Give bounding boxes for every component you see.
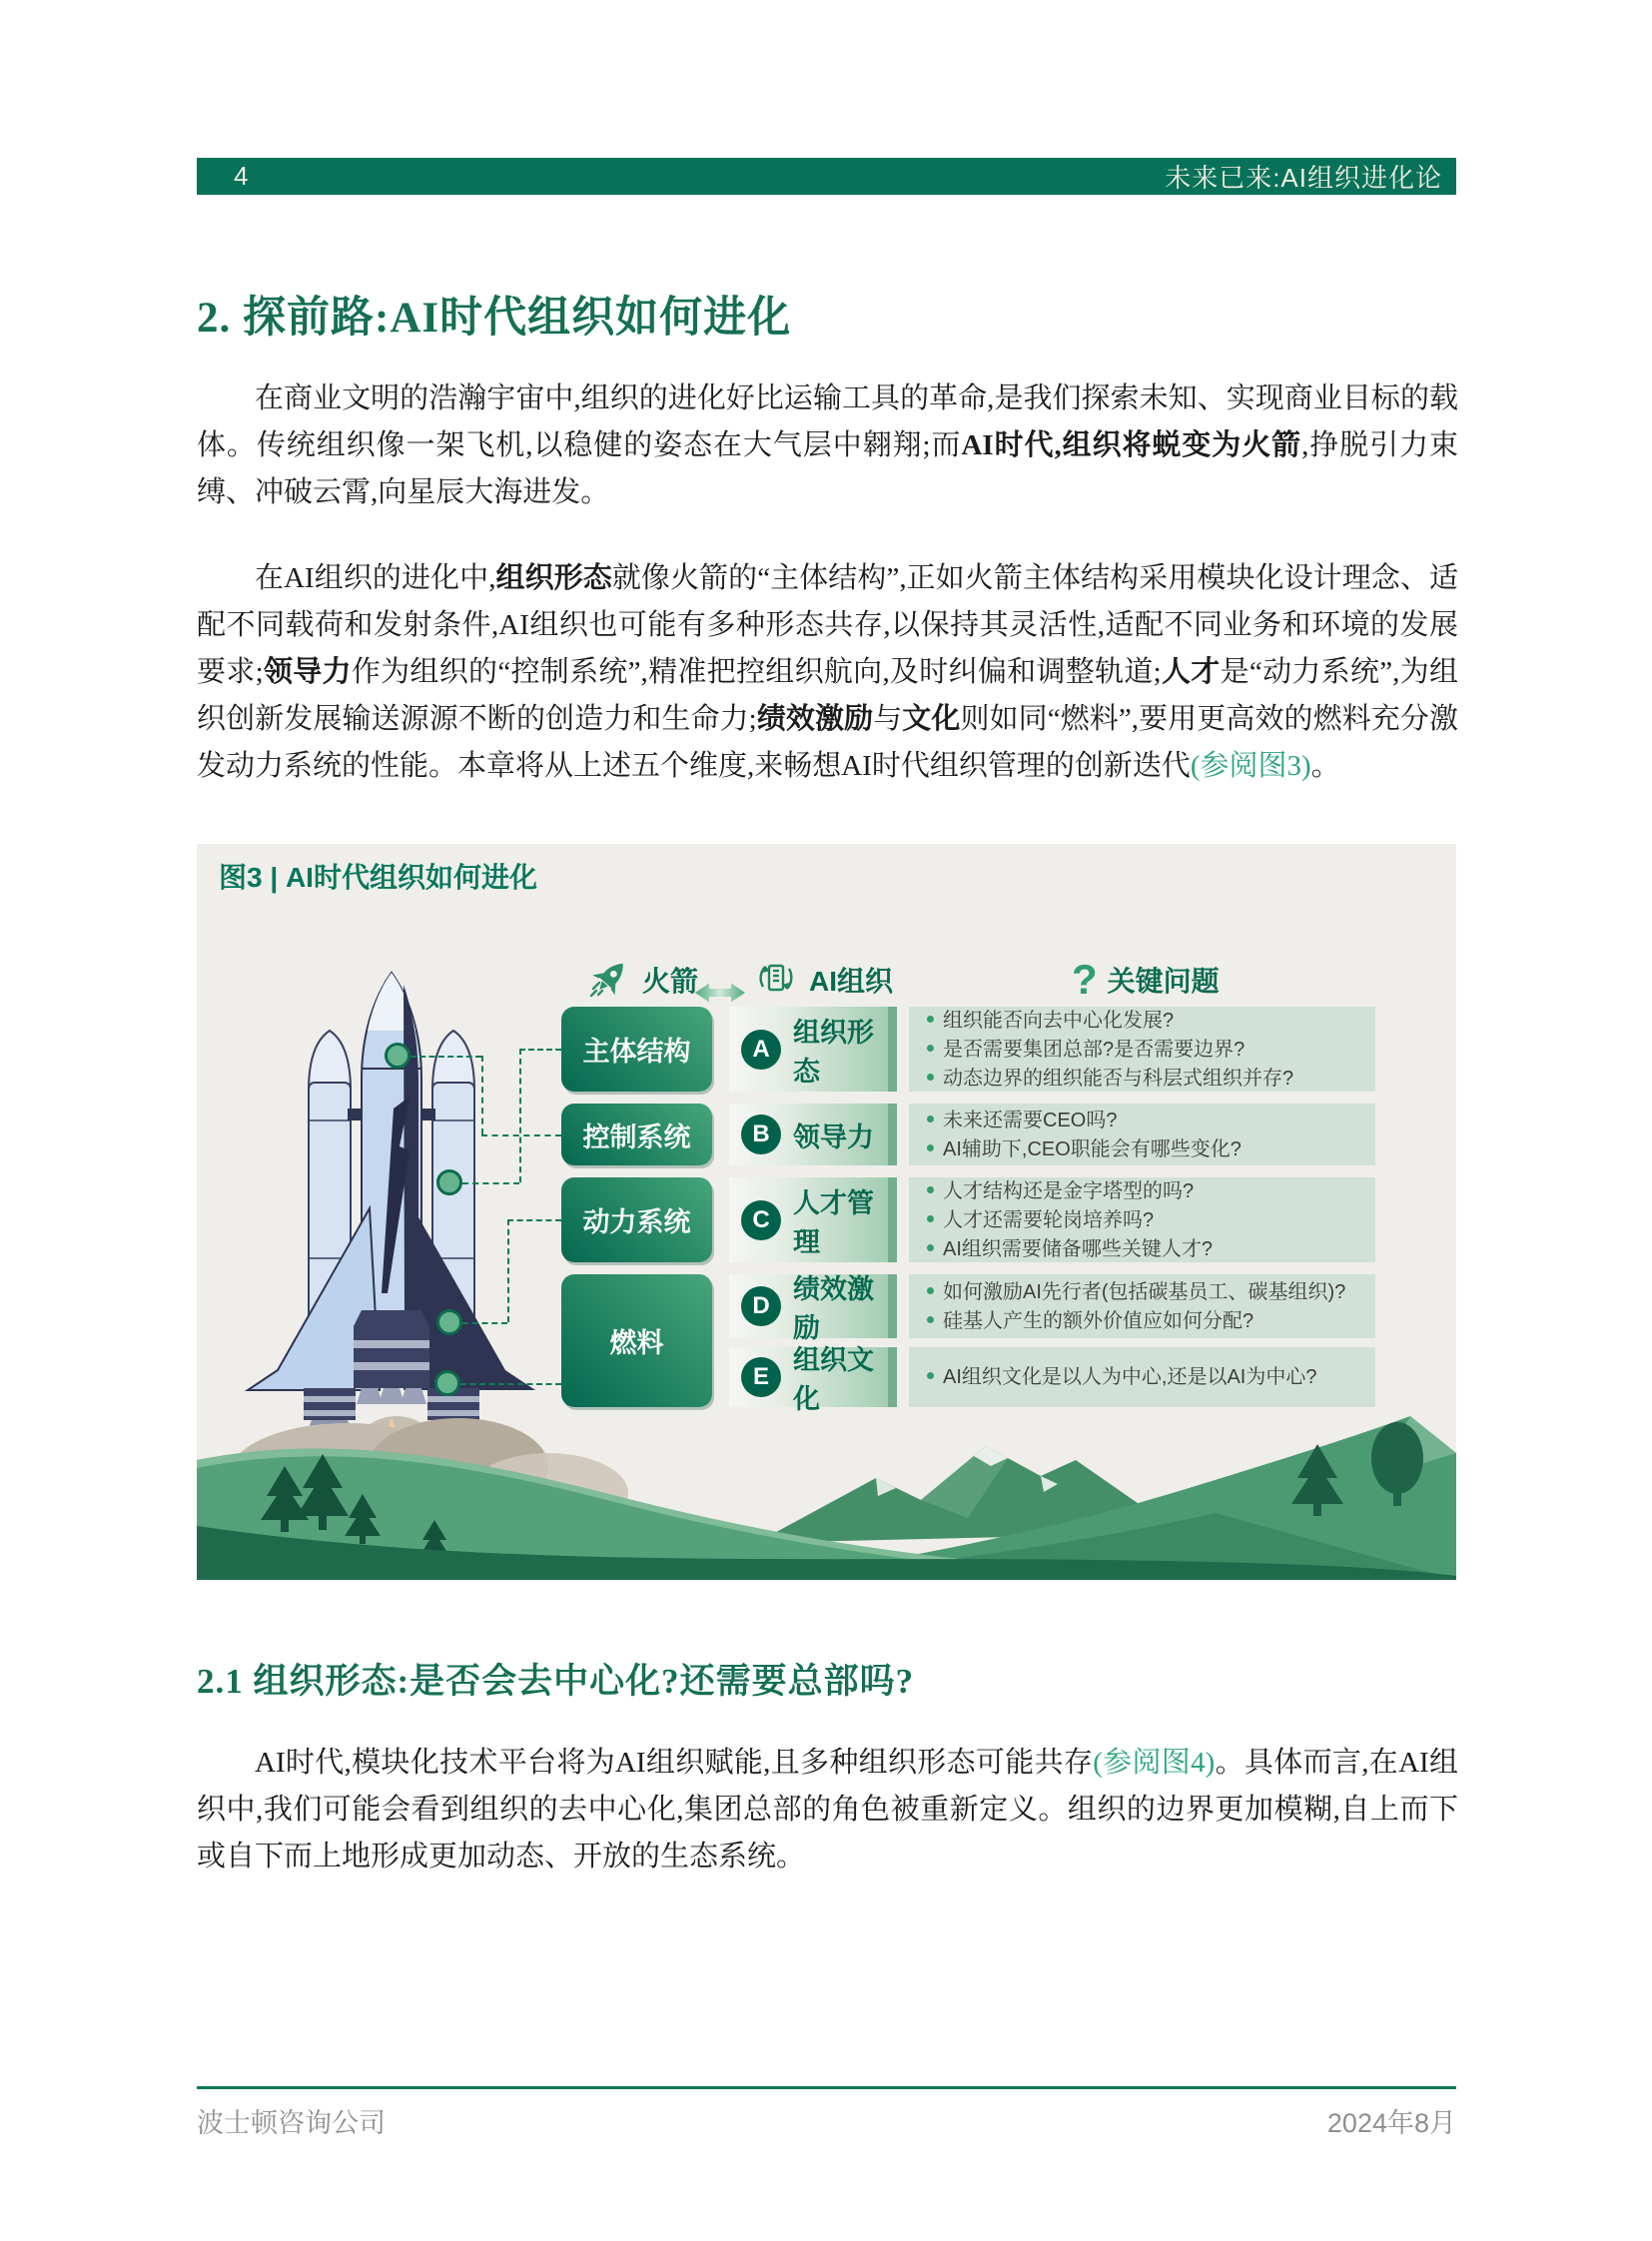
connector-line	[411, 1056, 481, 1058]
org-dimension-cell	[729, 1177, 897, 1262]
dimension-label: 人才管理	[793, 1187, 874, 1257]
dimension-label: 领导力	[793, 1121, 874, 1152]
connector-line	[481, 1056, 483, 1134]
section-heading: 2. 探前路:AI时代组织如何进化	[197, 295, 792, 342]
org-dimension-cell	[729, 1007, 897, 1092]
letter-badge: E	[741, 1357, 781, 1397]
question-bullet: AI组织需要储备哪些关键人才?	[927, 1236, 1371, 1262]
letter-badge: B	[741, 1115, 781, 1154]
letter-badge: C	[741, 1200, 781, 1240]
question-bullet: 人才还需要轮岗培养吗?	[927, 1207, 1371, 1233]
bullet-dot-icon	[927, 1074, 934, 1081]
figure-3-panel	[197, 844, 1456, 1580]
legend-org-label: AI组织	[809, 966, 894, 997]
letter-badge: D	[741, 1286, 781, 1326]
footer-divider	[197, 2086, 1456, 2089]
legend-question-label: 关键问题	[1107, 966, 1220, 997]
figure-ref-link[interactable]: (参阅图4)	[1093, 1747, 1216, 1779]
document-title: 未来已来:AI组织进化论	[1165, 163, 1442, 193]
bullet-dot-icon	[927, 1316, 934, 1323]
org-dimension-cell	[729, 1345, 897, 1414]
subsection-heading: 2.1 组织形态:是否会去中心化?还需要总部吗?	[197, 1662, 915, 1701]
bullet-dot-icon	[927, 1016, 934, 1023]
bullet-dot-icon	[927, 1045, 934, 1052]
question-bullet: AI组织文化是以人为中心,还是以AI为中心?	[927, 1364, 1371, 1390]
paragraph: 在AI组织的进化中,组织形态就像火箭的“主体结构”,正如火箭主体结构采用模块化设计理念、适配不同载荷和发射条件,AI组织也可能有多种形态共存,以保持其灵活性,适配不同业务和环境的发展要求;领导力作为组织的“控制系统”,精准把控组织航向,及时纠偏和调整轨道;人才是“动力系统”,为组织创新发展输送源源不断的创造力和生命力;绩效激励与文化则如同“燃料”,要用更高效的燃料充分激发动力系统的性能。本章将从上述五个维度,来畅想AI时代组织管理的创新迭代(参阅图3)。	[197, 562, 1458, 782]
bullet-dot-icon	[927, 1372, 934, 1379]
question-panel	[909, 1274, 1375, 1338]
connector-line	[519, 1049, 521, 1182]
connector-line	[507, 1219, 509, 1322]
question-bullet: AI辅助下,CEO职能会有哪些变化?	[927, 1136, 1371, 1162]
bullet-dot-icon	[927, 1244, 934, 1251]
landscape-illustration	[197, 1408, 1456, 1580]
rocket-engine-marker	[434, 1370, 460, 1396]
rocket-wing-marker	[436, 1309, 462, 1335]
page-number: 4	[234, 161, 249, 191]
rocket-booster-marker	[436, 1169, 462, 1195]
page-footer	[197, 2101, 1456, 2140]
legend-rocket-label: 火箭	[642, 966, 699, 997]
org-dimension-cell	[729, 1104, 897, 1165]
connector-line	[519, 1049, 561, 1051]
legend-questions	[1072, 956, 1220, 1004]
question-panel	[909, 1347, 1375, 1407]
connector-line	[460, 1383, 561, 1385]
letter-badge: A	[741, 1030, 781, 1070]
figure-ref-link[interactable]: (参阅图3)	[1190, 750, 1311, 782]
page-header-bar	[197, 158, 1456, 195]
question-bullet: 动态边界的组织能否与科层式组织并存?	[927, 1066, 1371, 1092]
part-label-power: 动力系统	[561, 1177, 712, 1262]
footer-company: 波士顿咨询公司	[197, 2108, 386, 2138]
dimension-label: 组织文化	[793, 1345, 874, 1414]
bullet-dot-icon	[927, 1215, 934, 1222]
paragraph: 在商业文明的浩瀚宇宙中,组织的进化好比运输工具的革命,是我们探索未知、实现商业目标的载体。传统组织像一架飞机,以稳健的姿态在大气层中翱翔;而AI时代,组织将蜕变为火箭,挣脱引力束缚、冲破云霄,向星辰大海进发。	[197, 382, 1458, 508]
question-bullet: 硅基人产生的额外价值应如何分配?	[927, 1308, 1371, 1334]
part-label-control: 控制系统	[561, 1104, 712, 1165]
bullet-dot-icon	[927, 1287, 934, 1294]
question-bullet: 组织能否向去中心化发展?	[927, 1008, 1371, 1034]
part-label-fuel: 燃料	[561, 1274, 712, 1407]
part-label-body: 主体结构	[561, 1007, 712, 1092]
arrow-both-icon	[694, 969, 746, 1017]
question-bullet: 是否需要集团总部?是否需要边界?	[927, 1037, 1371, 1063]
paragraph: AI时代,模块化技术平台将为AI组织赋能,且多种组织形态可能共存(参阅图4)。具体而言,在AI组织中,我们可能会看到组织的去中心化,集团总部的角色被重新定义。组织的边界更加模糊,自上而下或自下而上地形成更加动态、开放的生态系统。	[197, 1747, 1458, 1872]
bullet-dot-icon	[927, 1186, 934, 1193]
question-bullet: 人才结构还是金字塔型的吗?	[927, 1178, 1371, 1204]
question-panel	[909, 1177, 1375, 1262]
question-bullet: 如何激励AI先行者(包括碳基员工、碳基组织)?	[927, 1279, 1371, 1305]
connector-line	[507, 1219, 561, 1221]
body-text-block	[197, 1740, 1458, 1880]
dimension-label: 绩效激励	[793, 1274, 874, 1343]
rocket-icon	[588, 956, 632, 1005]
connector-line	[481, 1134, 561, 1136]
question-panel	[909, 1007, 1375, 1092]
footer-date: 2024年8月	[1326, 2108, 1456, 2138]
body-text-block	[197, 375, 1458, 790]
question-bullet: 未来还需要CEO吗?	[927, 1108, 1371, 1133]
org-dimension-cell	[729, 1274, 897, 1343]
rocket-body-marker	[385, 1043, 411, 1069]
dimension-label: 组织形态	[793, 1017, 874, 1087]
question-panel	[909, 1104, 1375, 1165]
question-icon: ?	[1072, 956, 1098, 1003]
bullet-dot-icon	[927, 1144, 934, 1151]
bullet-dot-icon	[927, 1116, 934, 1122]
legend-org	[753, 956, 893, 1004]
connector-line	[462, 1182, 519, 1184]
legend-rocket	[588, 956, 698, 1004]
connector-line	[462, 1322, 507, 1324]
org-cycle-icon	[753, 955, 799, 1006]
figure-title: 图3 | AI时代组织如何进化	[219, 862, 537, 893]
